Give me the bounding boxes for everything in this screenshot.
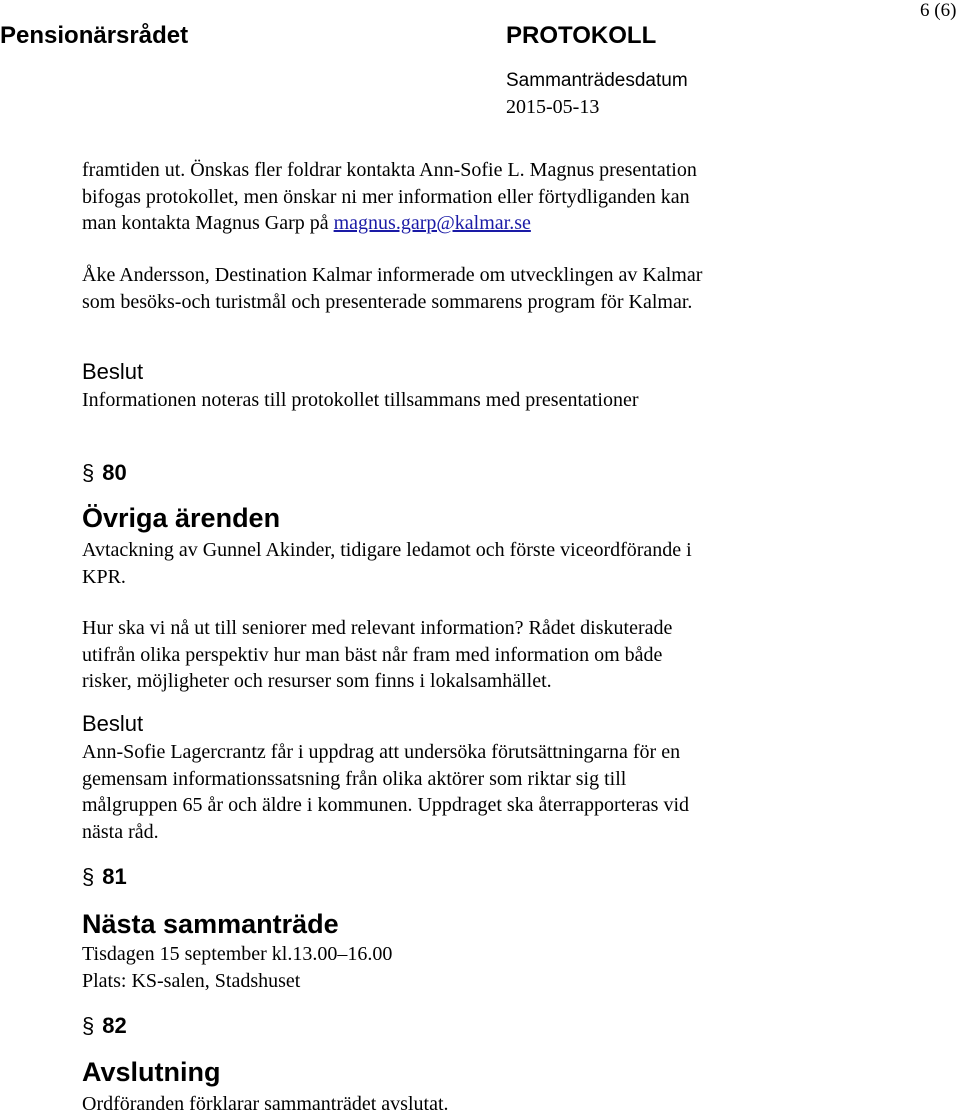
intro-line-text: man kontakta Magnus Garp på [82,212,334,234]
paragraph-line: Hur ska vi nå ut till seniorer med relevant information? Rådet diskuterade [82,617,673,639]
section-number: 82 [102,1013,127,1038]
section-number: 81 [102,864,127,889]
decision-heading: Beslut [82,711,144,736]
intro-line [82,210,697,237]
decision-line: Ann-Sofie Lagercrantz får i uppdrag att undersöka förutsättningarna för en [82,741,681,763]
destination-line: Åke Andersson, Destination Kalmar informerade om utvecklingen av Kalmar [82,264,703,286]
section-number-82 [82,1013,127,1039]
section82-paragraph [82,1091,449,1118]
page-number: 6 (6) [920,0,957,21]
section80-paragraph1 [82,537,692,590]
section-title-81: Nästa sammanträde [82,909,339,939]
section-sign: § [82,1013,95,1038]
section81-paragraph [82,941,392,994]
organization-name: Pensionärsrådet [0,22,189,49]
decision-line: gemensam informationssatsning från olika aktörer som riktar sig till [82,767,627,790]
meeting-time: Tisdagen 15 september kl.13.00–16.00 [82,943,393,965]
decision-text [82,387,639,414]
section-number-80 [82,460,127,486]
section-sign: § [82,864,95,889]
section-number-81 [82,864,127,890]
email-link[interactable]: magnus.garp@kalmar.se [333,212,531,234]
section80-decision-text [82,739,689,845]
intro-paragraph [82,157,697,237]
decision-line: nästa råd. [82,820,159,843]
decision-line: Informationen noteras till protokollet tillsammans med presentationer [82,389,639,411]
section80-paragraph2 [82,615,672,695]
document-type: PROTOKOLL [506,22,657,49]
intro-line: framtiden ut. Önskas fler foldrar kontakta Ann-Sofie L. Magnus presentation [82,159,697,181]
meeting-date-label: Sammanträdesdatum [506,70,688,91]
decision-line: målgruppen 65 år och äldre i kommunen. Uppdraget ska återrapporteras vid [82,794,690,816]
section-number: 80 [102,460,127,485]
section-title-82: Avslutning [82,1057,221,1087]
section-sign: § [82,460,95,485]
meeting-place: Plats: KS-salen, Stadshuset [82,969,301,992]
paragraph-line: KPR. [82,565,126,588]
decision-heading: Beslut [82,359,144,384]
paragraph-line: Avtackning av Gunnel Akinder, tidigare ledamot och förste viceordförande i [82,539,692,561]
intro-line: bifogas protokollet, men önskar ni mer information eller förtydliganden kan [82,185,690,208]
closing-line: Ordföranden förklarar sammanträdet avslutat. [82,1093,449,1115]
destination-paragraph [82,262,702,315]
paragraph-line: utifrån olika perspektiv hur man bäst når fram med information om både [82,643,663,666]
paragraph-line: risker, möjligheter och resurser som finns i lokalsamhället. [82,670,552,692]
meeting-date: 2015-05-13 [506,96,600,118]
destination-line: som besöks-och turistmål och presenterade sommarens program för Kalmar. [82,290,693,313]
section-title-80: Övriga ärenden [82,503,281,533]
